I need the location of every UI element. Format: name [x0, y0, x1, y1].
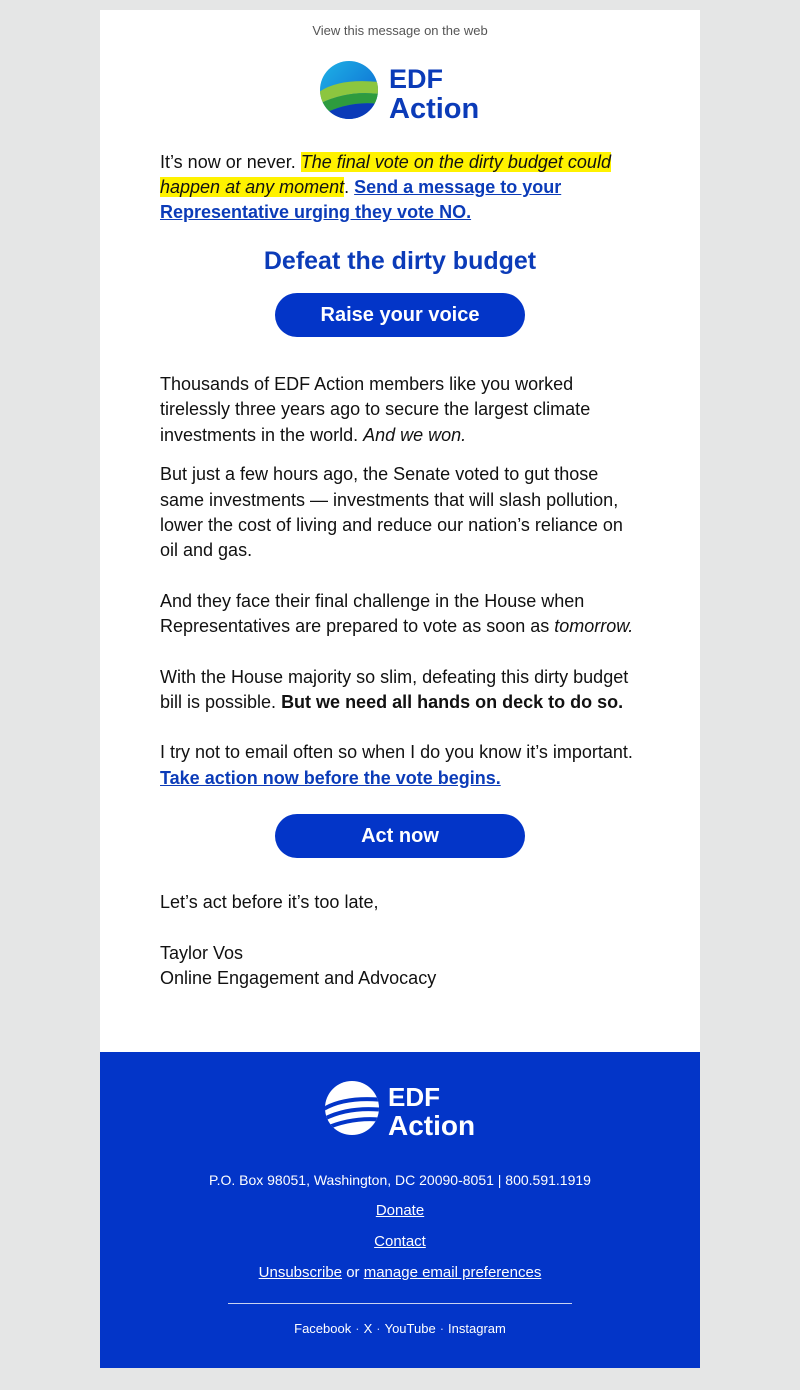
footer-address: P.O. Box 98051, Washington, DC 20090-8051 | 800.591.1919 [209, 1172, 591, 1188]
raise-your-voice-button[interactable]: Raise your voice [275, 293, 525, 337]
separator-dot: · [439, 1321, 445, 1336]
body-p1-italic: And we won. [363, 424, 467, 445]
signoff-name: Taylor Vos [160, 942, 244, 963]
body-p4-text: With the House majority so slim, defeating this dirty budget bill is possible. [160, 666, 629, 713]
view-on-web-link[interactable]: View this message on the web [312, 23, 488, 38]
intro-punct: . [344, 177, 355, 197]
signoff [160, 890, 640, 992]
footer-divider [228, 1303, 572, 1304]
footer-preferences [100, 1264, 700, 1281]
body-paragraph-3 [160, 589, 640, 640]
body-p3-italic: tomorrow. [554, 616, 634, 637]
cta-heading: Defeat the dirty budget [263, 247, 537, 275]
edf-action-footer-logo [324, 1080, 476, 1138]
logo-text-action: Action [389, 93, 480, 120]
separator-dot: · [355, 1321, 360, 1336]
x-link[interactable]: X [363, 1321, 373, 1336]
top-strip [0, 0, 800, 10]
logo-mark-icon [319, 60, 379, 120]
body-paragraph-5 [160, 740, 640, 791]
facebook-link[interactable]: Facebook [294, 1321, 352, 1336]
footer-logo-text-edf: EDF [388, 1082, 440, 1112]
signoff-closing: Let’s act before it’s too late, [160, 892, 379, 912]
separator-dot: · [376, 1321, 381, 1336]
intro-paragraph [160, 150, 640, 225]
body-p3-text: And they face their final challenge in the House when Representatives are prepared to vote as soon as [160, 590, 585, 637]
email-body [160, 372, 640, 791]
intro-lead: It’s now or never. [160, 152, 301, 172]
act-now-button[interactable]: Act now [275, 814, 525, 858]
edf-action-logo [319, 60, 481, 120]
contact-link[interactable]: Contact [374, 1233, 426, 1250]
donate-link[interactable]: Donate [375, 1202, 425, 1219]
manage-preferences-link[interactable]: manage email preferences [363, 1264, 542, 1281]
take-action-link[interactable]: Take action now before the vote begins. [160, 767, 501, 788]
body-p4-bold: But we need all hands on deck to do so. [281, 692, 624, 713]
send-message-link[interactable]: Send a message to your Representative urging they vote NO. [160, 177, 562, 222]
email-card [100, 10, 700, 1052]
signoff-title: Online Engagement and Advocacy [160, 968, 437, 988]
body-paragraph-4 [160, 665, 640, 716]
footer-logo-mark-icon [324, 1081, 384, 1135]
logo-text-edf: EDF [389, 64, 443, 94]
instagram-link[interactable]: Instagram [448, 1321, 506, 1336]
email-footer [100, 1052, 700, 1368]
body-p5-text: I try not to email often so when I do you know it’s important. [160, 742, 633, 763]
youtube-link[interactable]: YouTube [384, 1321, 436, 1336]
footer-or-text: or [342, 1264, 364, 1281]
intro-highlight: The final vote on the dirty budget could happen at any moment [160, 152, 611, 197]
footer-logo-text-action: Action [388, 1110, 476, 1138]
footer-social-links [100, 1321, 700, 1336]
unsubscribe-link[interactable]: Unsubscribe [258, 1264, 343, 1281]
body-paragraph-2: But just a few hours ago, the Senate voted to gut those same investments — investments that will slash pollution, lower the cost of living and reduce our nation’s reliance on oil and gas. [160, 464, 623, 561]
body-paragraph-1 [160, 372, 640, 448]
body-p1-text: Thousands of EDF Action members like you worked tirelessly three years ago to secure the largest climate investments in the world. [160, 374, 591, 445]
